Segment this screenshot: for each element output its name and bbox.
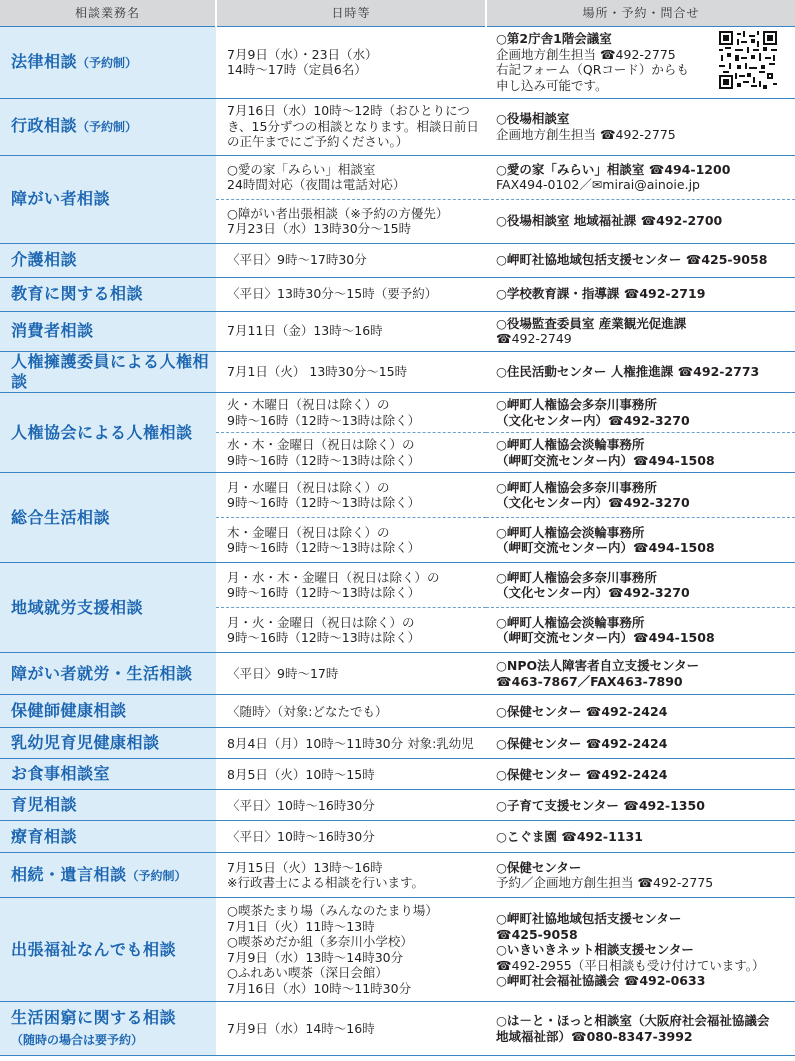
table-row	[0, 653, 795, 695]
service-name: 介護相談	[11, 249, 78, 269]
service-name: 出張福祉なんでも相談	[11, 939, 177, 959]
datetime-line: 8月4日（月）10時～11時30分 対象:乳幼児	[227, 735, 474, 751]
place-line: （文化センター内）☎492-3270	[496, 495, 690, 511]
service-name: お食事相談室	[11, 764, 111, 784]
datetime-cell	[216, 277, 486, 311]
service-note: （予約制）	[77, 120, 138, 135]
service-name-cell	[0, 1002, 216, 1056]
place-line: 地域福祉部）☎080-8347-3992	[496, 1028, 693, 1044]
place-cell	[486, 821, 795, 853]
datetime-cell	[216, 98, 486, 155]
service-name: 療育相談	[11, 826, 78, 846]
place-line: ☎425-9058	[496, 926, 578, 942]
datetime-line: 9時～16時（12時～13時は除く）	[227, 540, 421, 556]
datetime-cell	[216, 311, 486, 351]
place-cell	[486, 759, 795, 790]
datetime-line: 9時～16時（12時～13時は除く）	[227, 630, 421, 646]
datetime-line: ○障がい者出張相談（※予約の方優先）	[227, 205, 449, 221]
datetime-line: 7月23日（水）13時30分～15時	[227, 221, 412, 236]
place-line: ☎492-2749	[496, 331, 572, 346]
place-cell	[486, 155, 795, 199]
table-row	[0, 898, 795, 1002]
datetime-cell	[216, 518, 486, 563]
datetime-cell	[216, 759, 486, 790]
place-line: ○子育て支援センター ☎492-1350	[496, 797, 705, 813]
table-row	[0, 311, 795, 351]
datetime-line: 7月16日（水）10時～11時30分	[227, 980, 412, 996]
table-row	[0, 759, 795, 790]
datetime-cell	[216, 821, 486, 853]
place-line: （岬町交流センター内）☎494-1508	[496, 540, 715, 556]
qr-code-image	[719, 31, 777, 89]
place-cell	[486, 608, 795, 653]
place-cell	[486, 653, 795, 695]
datetime-cell	[216, 653, 486, 695]
place-line: ○役場監査委員室 産業観光促進課	[496, 315, 687, 331]
service-name-cell	[0, 728, 216, 759]
place-cell	[486, 695, 795, 728]
datetime-line: 火・木曜日（祝日は除く）の	[227, 397, 390, 413]
qr-code-graphic	[719, 31, 777, 89]
service-name: 乳幼児育児健康相談	[11, 733, 160, 753]
place-cell	[486, 311, 795, 351]
datetime-cell	[216, 393, 486, 433]
place-line: ○保健センター ☎492-2424	[496, 703, 668, 719]
place-line: 右記フォーム（QRコード）からも	[496, 62, 689, 77]
table-row	[0, 393, 795, 433]
table-row	[0, 473, 795, 518]
place-line: ○役場相談室 地域福祉課 ☎492-2700	[496, 213, 723, 229]
datetime-line: ○喫茶たまり場（みんなのたまり場）	[227, 903, 438, 919]
service-name: 教育に関する相談	[11, 283, 144, 303]
service-note: （随時の場合は要予約）	[11, 1032, 144, 1047]
service-name: 人権協会による人権相談	[11, 422, 193, 442]
table-row	[0, 790, 795, 821]
service-name: 障がい者相談	[11, 188, 111, 208]
place-line: ○いきいきネット相談支援センター	[496, 942, 694, 958]
datetime-cell	[216, 26, 486, 98]
datetime-cell	[216, 695, 486, 728]
datetime-cell	[216, 608, 486, 653]
service-name: 育児相談	[11, 795, 78, 815]
service-name: 保健師健康相談	[11, 701, 127, 721]
table-row	[0, 277, 795, 311]
place-cell	[486, 433, 795, 473]
service-name: 法律相談	[11, 51, 78, 71]
place-line: ○学校教育課・指導課 ☎492-2719	[496, 286, 706, 302]
service-name-cell	[0, 898, 216, 1002]
service-name-cell	[0, 759, 216, 790]
datetime-line: 7月9日（水）13時～14時30分	[227, 949, 404, 965]
datetime-line: 〈平日〉10時～16時30分	[227, 797, 375, 813]
datetime-line: 7月1日（火）11時～13時	[227, 918, 375, 934]
place-cell	[486, 98, 795, 155]
service-name-cell	[0, 98, 216, 155]
place-line: ○岬町社会福祉協議会 ☎492-0633	[496, 973, 706, 989]
place-line: 予約／企画地方創生担当 ☎492-2775	[496, 875, 714, 891]
datetime-line: 7月11日（金）13時～16時	[227, 323, 383, 339]
service-name: 相続・遺言相談	[11, 865, 127, 885]
place-line: ○こぐま園 ☎492-1131	[496, 829, 643, 845]
place-line: ○は－と・ほっと相談室（大阪府社会福祉協議会	[496, 1013, 770, 1029]
datetime-cell	[216, 853, 486, 898]
service-name-cell	[0, 563, 216, 653]
table-row	[0, 26, 795, 98]
place-cell	[486, 473, 795, 518]
datetime-cell	[216, 155, 486, 199]
header-service: 相談業務名	[0, 0, 216, 26]
datetime-line: 7月16日（水）10時～12時（おひとりにつき、15分ずつの相談となります。相談日前日の正午までにご予約ください。）	[227, 103, 479, 150]
place-cell	[486, 728, 795, 759]
table-row	[0, 821, 795, 853]
datetime-line: 〈平日〉10時～16時30分	[227, 829, 375, 845]
datetime-line: 〈平日〉9時～17時	[227, 666, 339, 682]
place-line: ○岬町社協地域包括支援センター ☎425-9058	[496, 252, 768, 268]
service-name-cell	[0, 351, 216, 393]
place-cell	[486, 199, 795, 243]
datetime-line: ※行政書士による相談を行います。	[227, 875, 424, 891]
datetime-line: 〈平日〉9時～17時30分	[227, 252, 367, 268]
table-row	[0, 243, 795, 277]
service-name-cell	[0, 155, 216, 243]
place-line: ○岬町人権協会多奈川事務所	[496, 569, 657, 585]
datetime-line: 14時～17時（定員6名）	[227, 62, 367, 77]
place-line: ○保健センター	[496, 859, 582, 875]
datetime-line: 9時～16時（12時～13時は除く）	[227, 585, 421, 601]
place-line: 企画地方創生担当 ☎492-2775	[496, 126, 676, 142]
datetime-line: ○ふれあい喫茶（深日会館）	[227, 965, 388, 981]
datetime-line: 月・火・金曜日（祝日は除く）の	[227, 614, 415, 630]
table-row	[0, 695, 795, 728]
datetime-cell	[216, 790, 486, 821]
place-line: ○役場相談室	[496, 111, 570, 126]
header-datetime: 日時等	[216, 0, 486, 26]
service-name: 生活困窮に関する相談	[11, 1008, 177, 1028]
datetime-line: 〈平日〉13時30分～15時（要予約）	[227, 286, 438, 302]
datetime-line: 8月5日（火）10時～15時	[227, 766, 375, 782]
datetime-line: ○愛の家「みらい」相談室	[227, 161, 376, 177]
table-row	[0, 155, 795, 199]
datetime-line: 月・水曜日（祝日は除く）の	[227, 479, 390, 495]
service-name-cell	[0, 473, 216, 563]
datetime-line: 7月15日（火）13時～16時	[227, 859, 383, 875]
place-line: ○住民活動センター 人権推進課 ☎492-2773	[496, 364, 760, 380]
place-line: ○愛の家「みらい」相談室 ☎494-1200	[496, 161, 731, 177]
datetime-cell	[216, 433, 486, 473]
datetime-line: ○喫茶めだか組（多奈川小学校）	[227, 934, 413, 950]
place-line: （文化センター内）☎492-3270	[496, 585, 690, 601]
datetime-cell	[216, 351, 486, 393]
datetime-cell	[216, 199, 486, 243]
table-row	[0, 351, 795, 393]
place-cell	[486, 518, 795, 563]
place-cell	[486, 393, 795, 433]
place-cell	[486, 898, 795, 1002]
service-name-cell	[0, 311, 216, 351]
place-line: （岬町交流センター内）☎494-1508	[496, 630, 715, 646]
service-name: 地域就労支援相談	[11, 597, 144, 617]
datetime-line: 9時～16時（12時～13時は除く）	[227, 452, 421, 468]
datetime-cell	[216, 728, 486, 759]
service-name: 総合生活相談	[11, 507, 111, 527]
datetime-line: 7月9日（水）14時～16時	[227, 1021, 375, 1037]
service-name-cell	[0, 393, 216, 473]
service-name: 消費者相談	[11, 320, 94, 340]
table-body	[0, 26, 795, 1056]
datetime-cell	[216, 1002, 486, 1056]
datetime-cell	[216, 563, 486, 608]
place-line: ○岬町社協地域包括支援センター	[496, 911, 682, 927]
table-header-row	[0, 0, 795, 26]
service-name-cell	[0, 653, 216, 695]
place-line: ○第2庁舎1階会議室	[496, 31, 612, 46]
datetime-cell	[216, 473, 486, 518]
service-name: 人権擁護委員による人権相談	[11, 351, 210, 391]
table-row	[0, 853, 795, 898]
place-cell	[486, 563, 795, 608]
place-line: （文化センター内）☎492-3270	[496, 412, 690, 428]
service-note: （予約制）	[126, 869, 187, 884]
place-line: ☎492-2955（平日相談も受け付けています。）	[496, 957, 765, 973]
place-cell	[486, 790, 795, 821]
datetime-line: 〈随時〉（対象:どなたでも）	[227, 703, 388, 719]
place-line: ○NPO法人障害者自立支援センター	[496, 658, 700, 674]
service-name-cell	[0, 695, 216, 728]
datetime-line: 9時～16時（12時～13時は除く）	[227, 412, 421, 428]
place-cell	[486, 243, 795, 277]
datetime-line: 月・水・木・金曜日（祝日は除く）の	[227, 569, 440, 585]
datetime-line: 7月1日（火） 13時30分～15時	[227, 364, 408, 380]
place-line: FAX494-0102／✉mirai@ainoie.jp	[496, 177, 700, 192]
datetime-cell	[216, 243, 486, 277]
datetime-cell	[216, 898, 486, 1002]
place-line: ○岬町人権協会淡輪事務所	[496, 614, 645, 630]
service-name-cell	[0, 821, 216, 853]
service-note: （予約制）	[77, 55, 138, 70]
datetime-line: 9時～16時（12時～13時は除く）	[227, 495, 421, 511]
service-name: 障がい者就労・生活相談	[11, 663, 193, 683]
table-row	[0, 1002, 795, 1056]
service-name-cell	[0, 243, 216, 277]
place-cell	[486, 853, 795, 898]
service-name-cell	[0, 277, 216, 311]
place-line: ○保健センター ☎492-2424	[496, 766, 668, 782]
place-line: 企画地方創生担当 ☎492-2775	[496, 46, 676, 62]
service-name-cell	[0, 790, 216, 821]
service-name: 行政相談	[11, 116, 78, 136]
place-line: （岬町交流センター内）☎494-1508	[496, 452, 715, 468]
place-line: ○岬町人権協会多奈川事務所	[496, 479, 657, 495]
service-name-cell	[0, 26, 216, 98]
table-row	[0, 728, 795, 759]
service-name-cell	[0, 853, 216, 898]
datetime-line: 木・金曜日（祝日は除く）の	[227, 524, 390, 540]
place-line: ○保健センター ☎492-2424	[496, 735, 668, 751]
header-place: 場所・予約・問合せ	[486, 0, 795, 26]
datetime-line: 水・木・金曜日（祝日は除く）の	[227, 437, 415, 453]
place-line: ○岬町人権協会多奈川事務所	[496, 397, 657, 413]
table-row	[0, 98, 795, 155]
place-line: ○岬町人権協会淡輪事務所	[496, 524, 645, 540]
place-line: ☎463-7867／FAX463-7890	[496, 673, 683, 689]
place-cell	[486, 351, 795, 393]
datetime-line: 24時間対応（夜間は電話対応）	[227, 177, 406, 192]
place-cell	[486, 1002, 795, 1056]
place-line: ○岬町人権協会淡輪事務所	[496, 437, 645, 453]
table-row	[0, 563, 795, 608]
place-cell	[486, 277, 795, 311]
place-line: 申し込み可能です。	[496, 77, 608, 93]
datetime-line: 7月9日（水）・23日（水）	[227, 46, 378, 62]
